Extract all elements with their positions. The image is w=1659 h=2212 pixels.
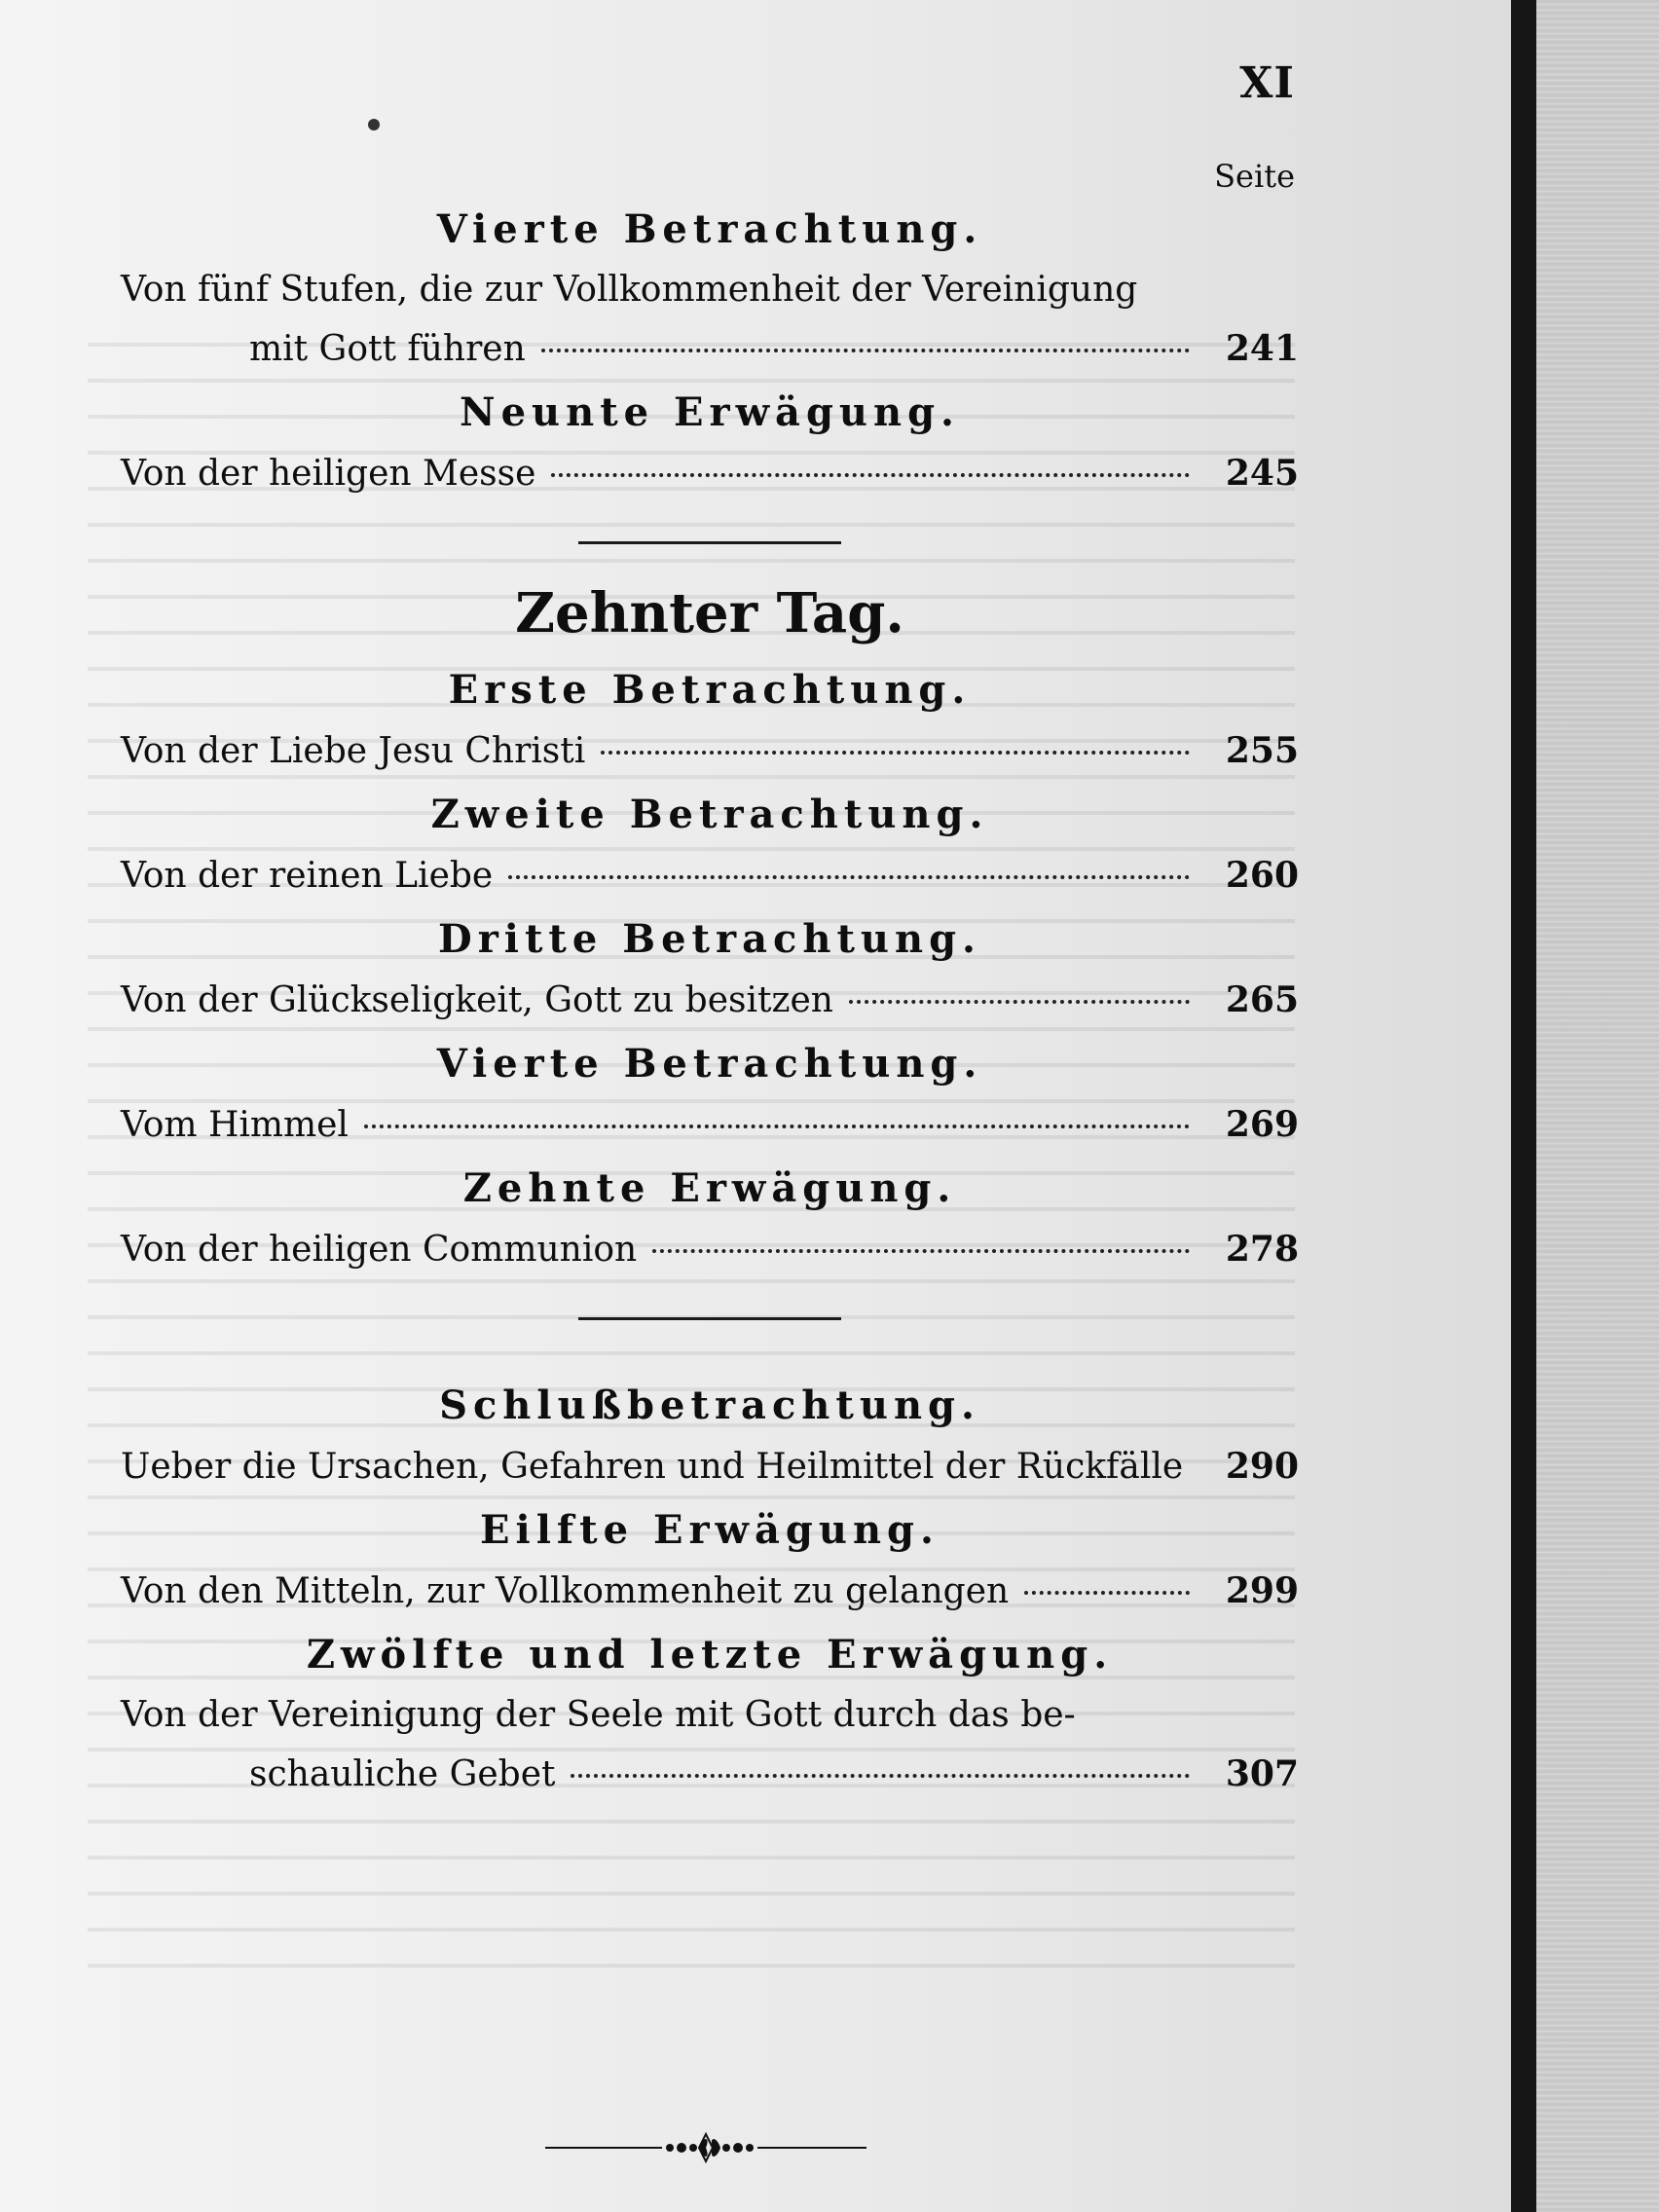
entry-page: 255 (1225, 730, 1299, 771)
page-edges (1536, 0, 1659, 2212)
dot-leader (601, 751, 1190, 755)
toc-entry (121, 444, 1299, 502)
entry-page: 299 (1225, 1570, 1299, 1611)
day-heading: Zehnter Tag. (515, 581, 904, 645)
toc-entry (121, 846, 1299, 904)
section-divider (578, 1317, 841, 1320)
entry-title: Ueber die Ursachen, Gefahren und Heilmittel der Rückfälle (121, 1447, 1184, 1487)
entry-title: Von der heiligen Messe (121, 454, 536, 494)
entry-page: 278 (1225, 1229, 1299, 1270)
entry-page: 269 (1225, 1104, 1299, 1145)
section-heading: Zwölfte und letzte Erwägung. (306, 1632, 1114, 1677)
dot-leader (652, 1249, 1190, 1253)
entry-title: mit Gott führen (249, 329, 526, 369)
entry-title-line: Von der Vereinigung der Seele mit Gott durch das be- (121, 1695, 1076, 1735)
toc-entry (121, 971, 1299, 1029)
toc-entry (121, 1095, 1299, 1154)
entry-title: Von den Mitteln, zur Vollkommenheit zu gelangen (121, 1571, 1010, 1611)
section-heading: Neunte Erwägung. (460, 389, 960, 435)
section-heading: Vierte Betrachtung. (436, 1041, 983, 1087)
toc-entry (121, 1437, 1299, 1495)
end-ornament (545, 2130, 866, 2165)
section-heading: Eilfte Erwägung. (480, 1507, 940, 1553)
entry-title: Von der Liebe Jesu Christi (121, 731, 586, 771)
dot-leader (508, 875, 1190, 879)
book-spine-shadow (1511, 0, 1536, 2212)
entry-page: 241 (1225, 328, 1299, 369)
section-heading: Vierte Betrachtung. (436, 206, 983, 252)
entry-page: 265 (1225, 979, 1299, 1020)
toc-entry (121, 319, 1299, 378)
page-column-label: Seite (1214, 158, 1295, 195)
section-heading: Zehnte Erwägung. (462, 1165, 957, 1211)
entry-title: Vom Himmel (121, 1105, 349, 1145)
entry-page: 290 (1225, 1446, 1299, 1487)
entry-title: Von der Glückseligkeit, Gott zu besitzen (121, 980, 833, 1020)
table-of-contents (121, 195, 1299, 1803)
toc-entry (121, 721, 1299, 780)
entry-page: 307 (1225, 1753, 1299, 1794)
ink-speck (368, 119, 380, 130)
section-heading: Dritte Betrachtung. (438, 916, 981, 962)
entry-title-line: Von fünf Stufen, die zur Vollkommenheit der Vereinigung (121, 270, 1138, 310)
entry-title: Von der heiligen Communion (121, 1230, 638, 1270)
section-divider (578, 541, 841, 544)
page-number: XI (1239, 58, 1295, 108)
entry-title: schauliche Gebet (249, 1754, 556, 1794)
dot-leader (571, 1774, 1190, 1778)
dot-leader (849, 1000, 1190, 1004)
dot-leader (541, 349, 1190, 352)
entry-title: Von der reinen Liebe (121, 856, 494, 896)
toc-entry (121, 1745, 1299, 1803)
dot-leader (364, 1124, 1190, 1128)
entry-page: 245 (1225, 453, 1299, 494)
entry-page: 260 (1225, 855, 1299, 896)
section-heading: Zweite Betrachtung. (430, 792, 989, 837)
section-heading: Schlußbetrachtung. (439, 1382, 980, 1428)
dot-leader (551, 473, 1190, 477)
toc-entry (121, 1562, 1299, 1620)
section-heading: Erste Betrachtung. (448, 667, 972, 713)
toc-entry (121, 1220, 1299, 1278)
dot-leader (1024, 1591, 1190, 1595)
